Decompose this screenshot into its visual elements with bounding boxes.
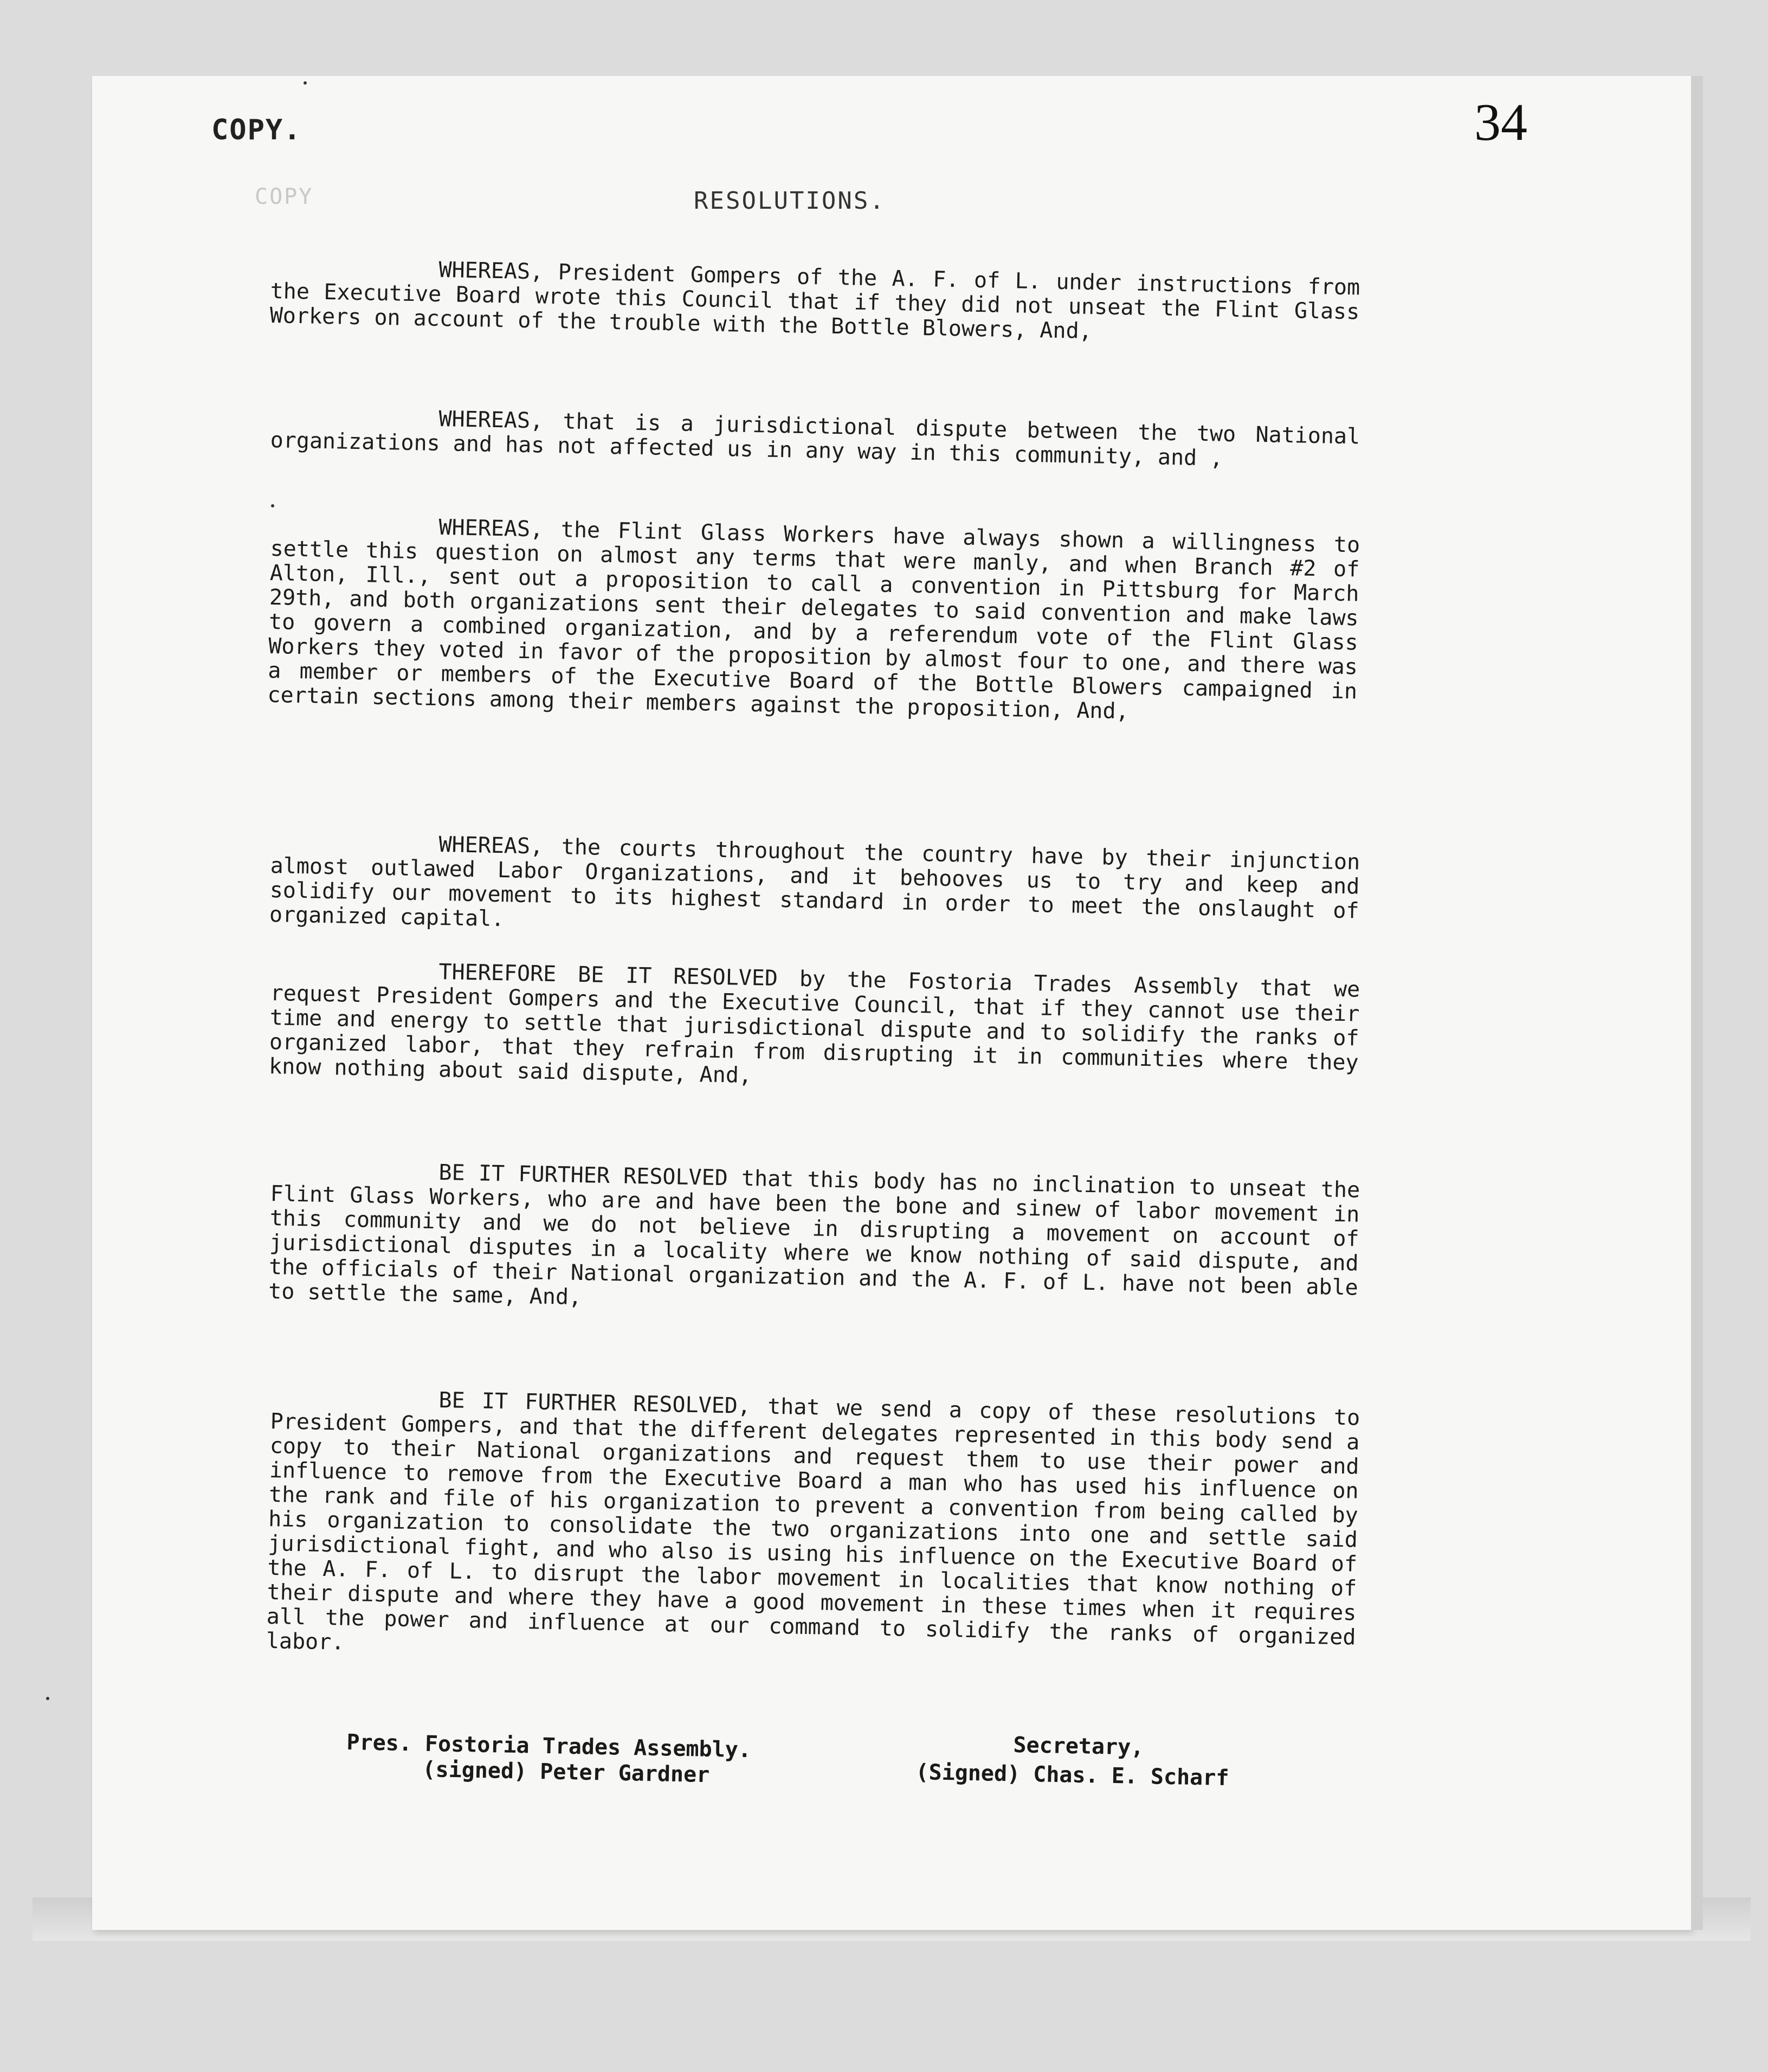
signature-president-role: Pres. Fostoria Trades Assembly. bbox=[346, 1729, 752, 1763]
document-title: RESOLUTIONS. bbox=[694, 187, 886, 215]
copy-stamp: COPY. bbox=[211, 114, 302, 146]
scan-speck bbox=[271, 504, 274, 507]
paragraph-text: WHEREAS, that is a jurisdictional dispute between the two National organizations and has not affected us in any way in this community, and , bbox=[270, 406, 1360, 471]
paragraph-text: WHEREAS, the courts throughout the country have by their injunction almost outlawed Labor Organizations, and it behooves us to try and keep and solidify our movement to its highest standard in order to meet the onslaught of organized capital. bbox=[269, 832, 1360, 932]
signature-president-name: (signed) Peter Gardner bbox=[422, 1756, 710, 1788]
paragraph-whereas-3 bbox=[267, 512, 1360, 729]
scan-speck bbox=[304, 81, 307, 85]
page-number: 34 bbox=[1474, 93, 1527, 152]
paragraph-text: THEREFORE BE IT RESOLVED by the Fostoria Trades Assembly that we request President Gompers and the Executive Council, that if they cannot use their time and energy to settle that jurisdictional dispute and to solidify the ranks of organized labor, that they refrain from disrupting it in communities where they know nothing about said dispute, And, bbox=[268, 959, 1360, 1089]
paragraph-text: BE IT FURTHER RESOLVED, that we send a copy of these resolutions to President Gompers, and that the different delegates represented in this body send a copy to their National organizations and request them to use their power and influence to remove from the Executive Board a man who has used his influence on the rank and file of his organization to prevent a convention from being called by his organization to consolidate the two organizations into one and settle said jurisdictional fight, and who also is using his influence on the Executive Board of the A. F. of L. to disrupt the labor movement in localities that know nothing of their dispute and where they have a good movement in these times when it requires all the power and influence at our command to solidify the ranks of organized labor. bbox=[266, 1387, 1360, 1655]
signature-secretary-role: Secretary, bbox=[1013, 1732, 1144, 1760]
scan-speck bbox=[46, 1697, 49, 1700]
paragraph-text: WHEREAS, the Flint Glass Workers have always shown a willingness to settle this question on almost any terms that were manly, and when Branch #2 of Alton, Ill., sent out a proposition to call a convention in Pittsburg for March 29th, and both organizations sent their delegates to said convention and make laws to govern a combined organization, and by a referendum vote of the Flint Glass Workers they voted in favor of the proposition by almost four to one, and there was a member or members of the Executive Board of the Bottle Blowers campaigned in certain sections among their members against the proposition, And, bbox=[267, 514, 1360, 724]
faint-copy-mark: COPY bbox=[255, 184, 314, 209]
paragraph-text: BE IT FURTHER RESOLVED that this body has no inclination to unseat the Flint Glass Workers, who are and have been the bone and sinew of labor movement in this community and we do not believe in disrupting a movement on account of jurisdictional disputes in a locality where we know nothing of said dispute, and the officials of their National organization and the A. F. of L. have not been able to settle the same, And, bbox=[268, 1160, 1360, 1310]
paragraph-resolved-2 bbox=[268, 1157, 1360, 1325]
signature-secretary-name: (Signed) Chas. E. Scharf bbox=[915, 1759, 1229, 1791]
paragraph-resolved-1 bbox=[269, 957, 1360, 1100]
paragraph-text: WHEREAS, President Gompers of the A. F. of L. under instructions from the Executive Board wrote this Council that if they did not unseat the Flint Glass Workers on account of the trouble with the Bottle Blowers, And, bbox=[269, 257, 1360, 344]
paragraph-whereas-4 bbox=[269, 829, 1360, 948]
paragraph-resolved-3 bbox=[266, 1385, 1360, 1674]
